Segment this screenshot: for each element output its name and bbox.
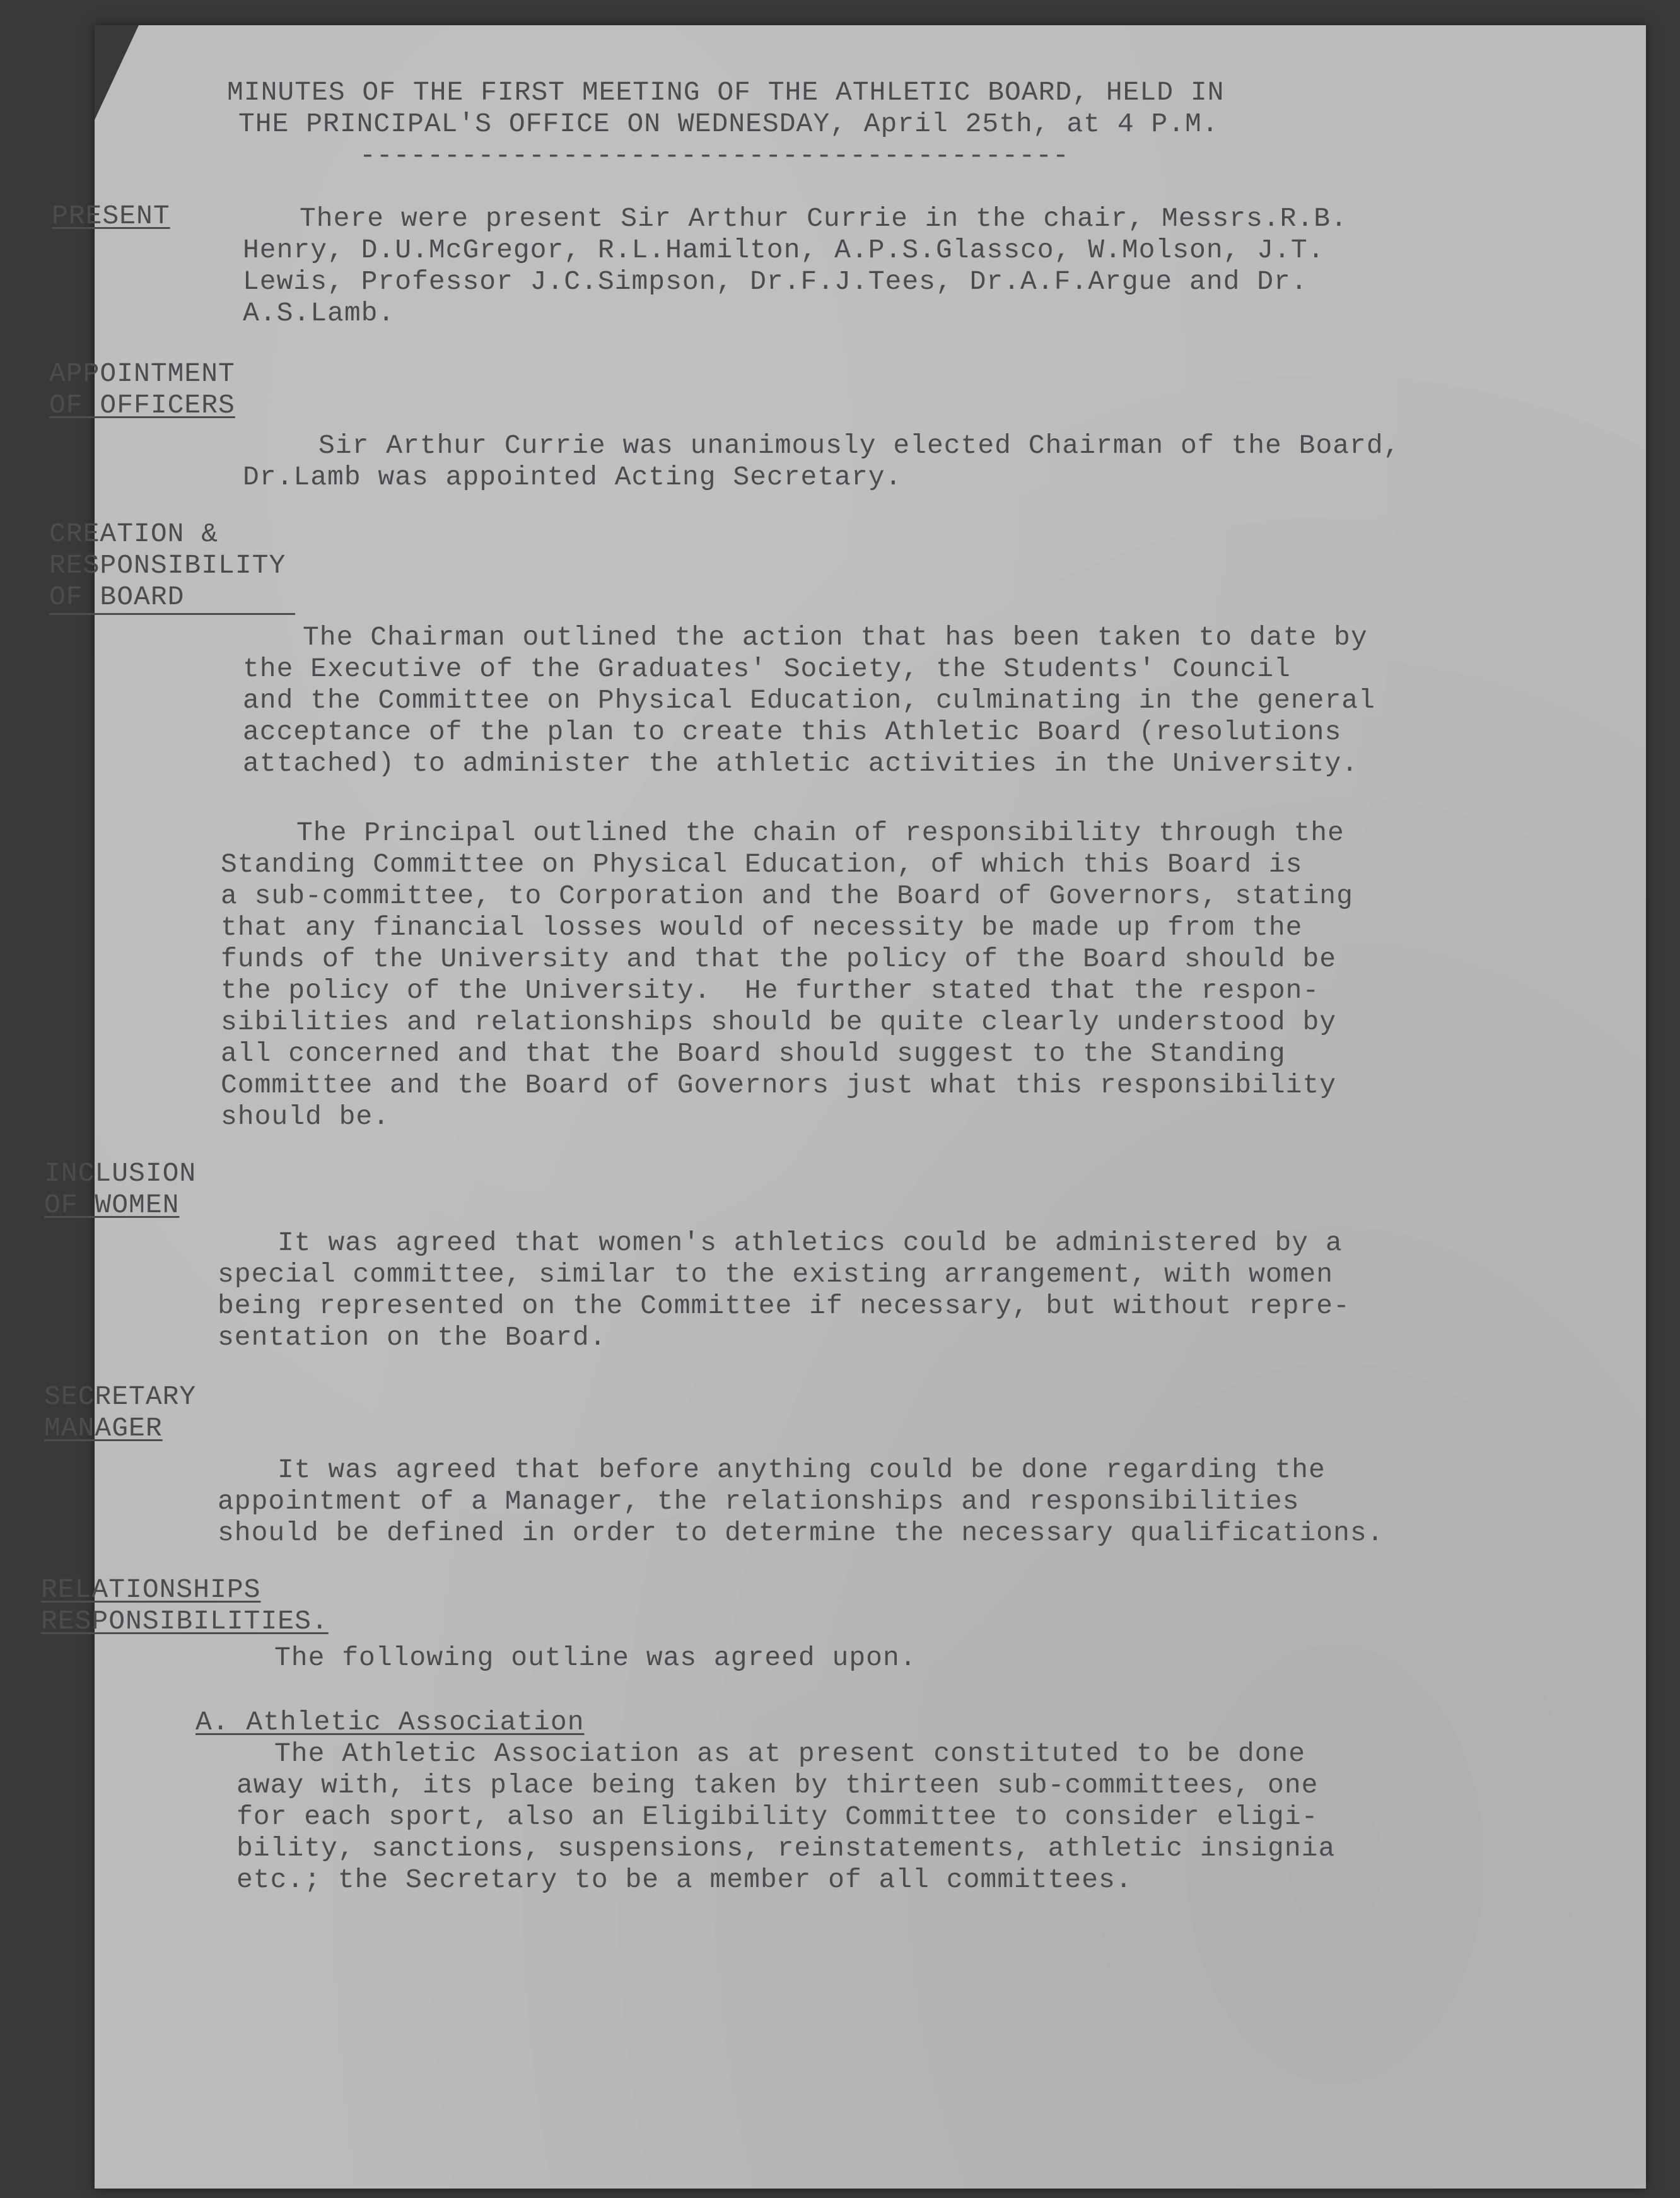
women-line-2: special committee, similar to the existing arrangement, with women bbox=[218, 1259, 1334, 1290]
relationships-heading-1: RELATIONSHIPS bbox=[41, 1574, 261, 1605]
creation-p2-line-8: all concerned and that the Board should suggest to the Standing bbox=[221, 1038, 1286, 1069]
present-line-4: A.S.Lamb. bbox=[243, 298, 395, 329]
present-heading: PRESENT bbox=[52, 201, 170, 231]
creation-p2-line-5: funds of the University and that the policy of the Board should be bbox=[221, 944, 1337, 974]
association-line-3: for each sport, also an Eligibility Committee to consider eligi- bbox=[236, 1801, 1319, 1832]
creation-heading-1: CREATION & bbox=[49, 518, 219, 549]
creation-p2-line-1: The Principal outlined the chain of responsibility through the bbox=[296, 817, 1345, 848]
appointment-line-2: Dr.Lamb was appointed Acting Secretary. bbox=[243, 462, 902, 493]
association-line-5: etc.; the Secretary to be a member of all committees. bbox=[236, 1864, 1133, 1895]
association-line-2: away with, its place being taken by thirteen sub-committees, one bbox=[236, 1770, 1319, 1801]
women-line-3: being represented on the Committee if necessary, but without repre- bbox=[218, 1290, 1350, 1321]
creation-p2-line-7: sibilities and relationships should be quite clearly understood by bbox=[221, 1007, 1337, 1038]
relationships-heading-2: RESPONSIBILITIES. bbox=[41, 1606, 329, 1637]
creation-p2-line-6: the policy of the University. He further stated that the respon- bbox=[221, 975, 1320, 1006]
present-line-3: Lewis, Professor J.C.Simpson, Dr.F.J.Tees, Dr.A.F.Argue and Dr. bbox=[243, 266, 1308, 297]
relationships-intro: The following outline was agreed upon. bbox=[274, 1642, 917, 1673]
secretary-line-3: should be defined in order to determine the necessary qualifications. bbox=[218, 1517, 1384, 1548]
women-line-4: sentation on the Board. bbox=[218, 1322, 607, 1353]
creation-p1-line-3: and the Committee on Physical Education, culminating in the general bbox=[243, 685, 1375, 716]
appointment-line-1: Sir Arthur Currie was unanimously elected Chairman of the Board, bbox=[318, 430, 1401, 461]
creation-p1-line-1: The Chairman outlined the action that has been taken to date by bbox=[303, 622, 1368, 653]
women-heading-2: OF WOMEN bbox=[44, 1190, 180, 1220]
appointment-heading-1: APPOINTMENT bbox=[49, 358, 235, 389]
women-line-1: It was agreed that women's athletics could be administered by a bbox=[277, 1227, 1343, 1258]
creation-p2-line-4: that any financial losses would of necessity be made up from the bbox=[221, 912, 1303, 943]
torn-corner bbox=[95, 25, 139, 120]
title-line-1: MINUTES OF THE FIRST MEETING OF THE ATHLETIC BOARD, HELD IN bbox=[227, 77, 1225, 108]
creation-p1-line-5: attached) to administer the athletic activities in the University. bbox=[243, 748, 1359, 779]
present-line-2: Henry, D.U.McGregor, R.L.Hamilton, A.P.S.Glassco, W.Molson, J.T. bbox=[243, 235, 1325, 266]
title-line-2: THE PRINCIPAL'S OFFICE ON WEDNESDAY, April 25th, at 4 P.M. bbox=[238, 108, 1219, 139]
creation-p2-line-9: Committee and the Board of Governors just what this responsibility bbox=[221, 1070, 1337, 1101]
creation-p2-line-2: Standing Committee on Physical Education, of which this Board is bbox=[221, 849, 1303, 880]
creation-heading-3: OF BOARD bbox=[49, 582, 185, 612]
association-line-4: bility, sanctions, suspensions, reinstatements, athletic insignia bbox=[236, 1833, 1336, 1864]
title-rule: ------------------------------------------ bbox=[359, 140, 1070, 171]
secretary-line-1: It was agreed that before anything could be done regarding the bbox=[277, 1454, 1326, 1485]
athletic-association-heading: A. Athletic Association bbox=[195, 1707, 585, 1738]
creation-p2-line-10: should be. bbox=[221, 1101, 390, 1132]
secretary-heading-1: SECRETARY bbox=[44, 1381, 197, 1412]
creation-p1-line-2: the Executive of the Graduates' Society, the Students' Council bbox=[243, 653, 1291, 684]
secretary-line-2: appointment of a Manager, the relationships and responsibilities bbox=[218, 1486, 1300, 1517]
secretary-heading-2: MANAGER bbox=[44, 1413, 163, 1444]
creation-p1-line-4: acceptance of the plan to create this Athletic Board (resolutions bbox=[243, 716, 1342, 747]
women-heading-1: INCLUSION bbox=[44, 1158, 197, 1189]
creation-heading-2: RESPONSIBILITY bbox=[49, 550, 286, 581]
present-line-1: There were present Sir Arthur Currie in the chair, Messrs.R.B. bbox=[300, 203, 1348, 234]
association-line-1: The Athletic Association as at present constituted to be done bbox=[274, 1738, 1306, 1769]
appointment-heading-2: OF OFFICERS bbox=[49, 390, 235, 421]
creation-p2-line-3: a sub-committee, to Corporation and the Board of Governors, stating bbox=[221, 880, 1353, 911]
creation-heading-underline bbox=[49, 613, 295, 615]
